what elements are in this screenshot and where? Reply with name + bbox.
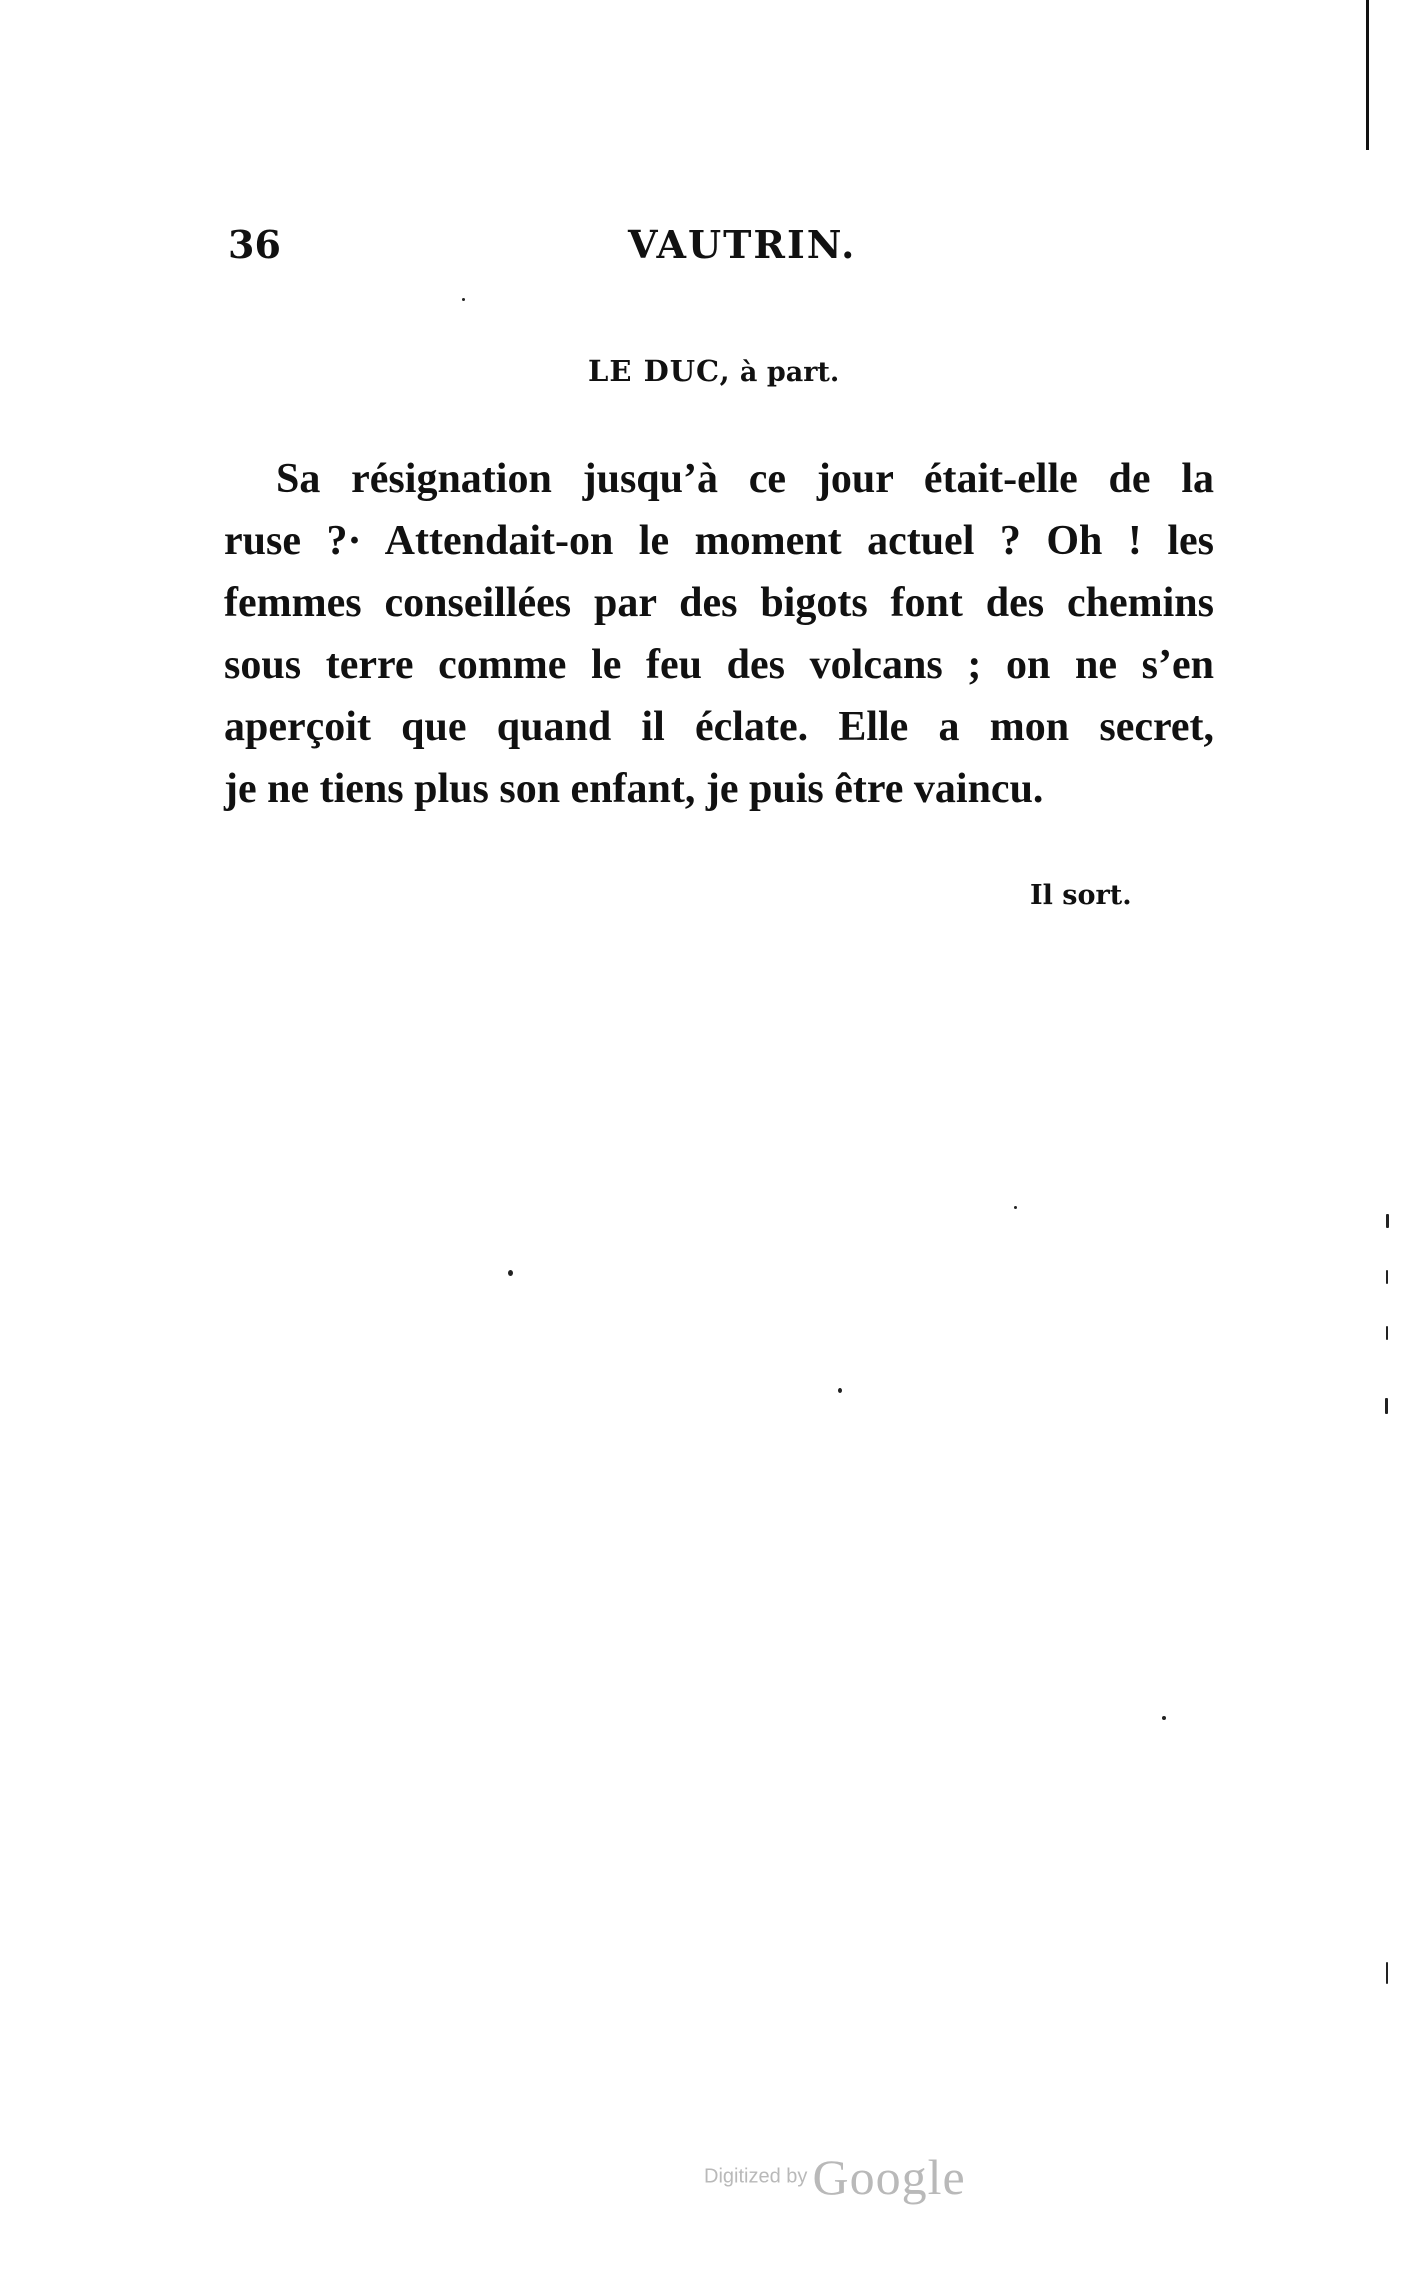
scan-speck [1386,1962,1388,1984]
text-line: sous terre comme le feu des volcans ; on ne s’en [224,642,1214,688]
scan-speck [462,298,465,301]
scan-edge-line [1366,0,1369,150]
scan-speck [1162,1716,1166,1720]
text-line: ruse ?· Attendait-on le moment actuel ? Oh ! les [224,518,1214,564]
scan-speck [508,1270,513,1276]
scan-speck [1386,1326,1388,1340]
scan-speck [838,1388,842,1393]
watermark-prefix: Digitized by [704,2165,808,2188]
text-line: aperçoit que quand il éclate. Elle a mon secret, [224,704,1214,750]
running-head-title: VAUTRIN. [628,222,857,267]
speech-paragraph [224,448,1214,820]
stage-direction-exit: Il sort. [1030,880,1132,911]
scan-speck [1385,1398,1388,1414]
text-line: Sa résignation jusqu’à ce jour était-elle de la [276,456,1214,502]
speaker-name: LE DUC, [588,354,731,388]
scan-speck [1386,1214,1389,1228]
page-number: 36 [228,222,281,267]
google-logo: Google [812,2149,966,2205]
speaker-direction: à part. [739,357,840,388]
speaker-heading [588,354,839,388]
text-line: je ne tiens plus son enfant, je puis être vaincu. [224,766,1044,812]
scan-speck [1386,1270,1388,1284]
scan-speck [1014,1206,1017,1209]
digitized-by-google-watermark [704,2148,966,2206]
text-line: femmes conseillées par des bigots font des chemins [224,580,1214,626]
